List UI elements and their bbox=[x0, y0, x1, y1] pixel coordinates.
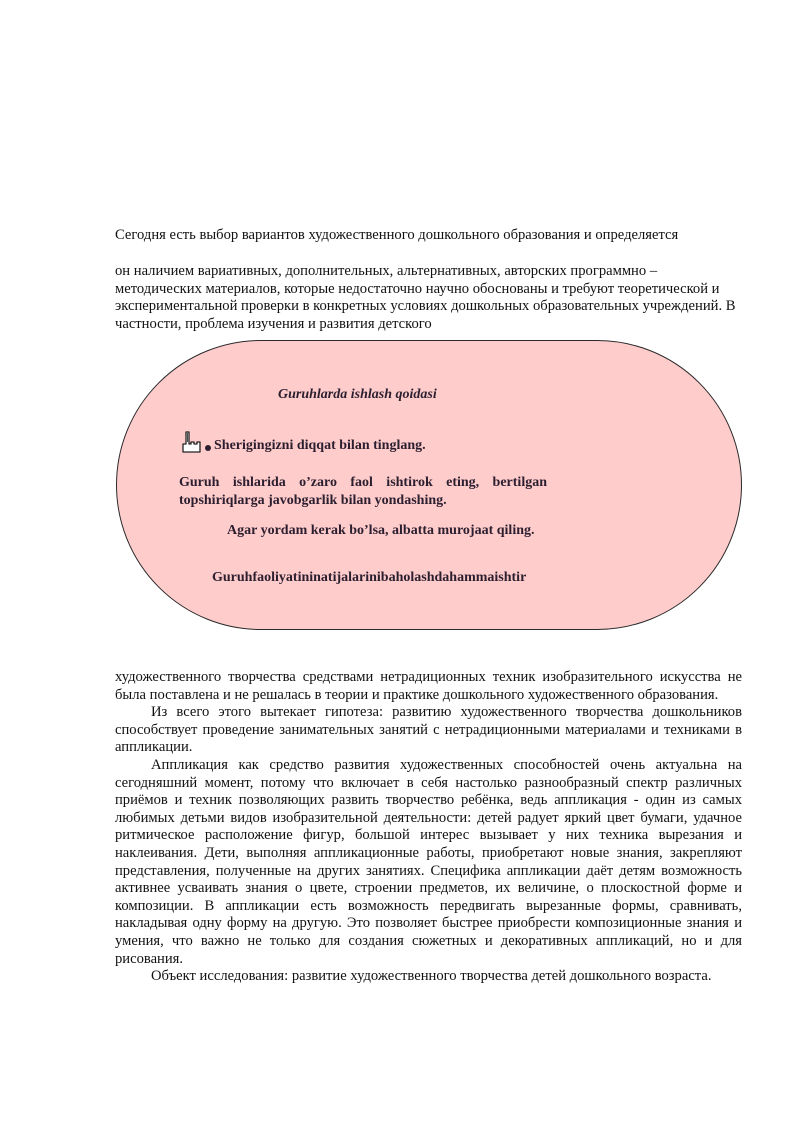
intro-paragraph: он наличием вариативных, дополнительных, альтернативных, авторских программно – методических материалов, которые недостаточно научно обоснованы и требуют теоретической и экспериментальной проверки в конкретных условиях дошкольных образовательных учреждений. В частности, проблема изучения и развития детского bbox=[115, 263, 736, 332]
body-paragraph-2: Из всего этого вытекает гипотеза: развитию художественного творчества дошкольников способствует проведение занимательных занятий с нетрадиционными материалами и техниками в аппликации. bbox=[115, 704, 742, 756]
body-paragraph-4: Объект исследования: развитие художественного творчества детей дошкольного возраста. bbox=[151, 968, 712, 985]
body-paragraph-3: Аппликация как средство развития художественных способностей очень актуальна на сегодняшний момент, потому что включает в себя настолько разнообразный спектр различных приёмов и техник позволяющих развить творчество ребёнка, ведь аппликация - один из самых любимых детьми видов изобразительной деятельности: детей радует яркий цвет бумаги, удачное ритмическое расположение фигур, большой интерес вызывает у них техника вырезания и наклеивания. Дети, выполняя аппликационные работы, приобретают новые знания, закрепляют представления, полученные на других занятиях. Специфика аппликации даёт детям возможность активнее усваивать знания о цвете, строении предметов, их величине, о плоскостной форме и композиции. В аппликации есть возможность передвигать вырезанные формы, сравнивать, накладывая одну форму на другую. Это позволяет быстрее приобрести композиционные знания и умения, что важно не только для создания сюжетных и декоративных аппликаций, но и для рисования. bbox=[115, 756, 742, 967]
rule-3-text: Agar yordam kerak bo’lsa, albatta murojaat qiling. bbox=[227, 523, 535, 538]
rule-1-text: Sherigingizni diqqat bilan tinglang. bbox=[214, 438, 426, 453]
bullet-icon bbox=[205, 445, 211, 451]
rule-1-row bbox=[179, 430, 426, 454]
body-paragraph-1: художественного творчества средствами нетрадиционных техник изобразительного искусства не была поставлена и не решалась в теории и практике дошкольного художественного образования. bbox=[115, 669, 742, 703]
pointing-hand-icon bbox=[179, 430, 203, 454]
rules-title: Guruhlarda ishlash qoidasi bbox=[278, 387, 437, 402]
body-section bbox=[115, 669, 742, 986]
intro-line: Сегодня есть выбор вариантов художественного дошкольного образования и определяется bbox=[115, 227, 679, 243]
rule-2-text: Guruh ishlarida o’zaro faol ishtirok eting, bertilgan topshiriqlarga javobgarlik bilan yondashing. bbox=[179, 475, 547, 508]
rule-4-text: Guruhfaoliyatininatijalarinibaholashdahammaishtir bbox=[212, 570, 527, 585]
